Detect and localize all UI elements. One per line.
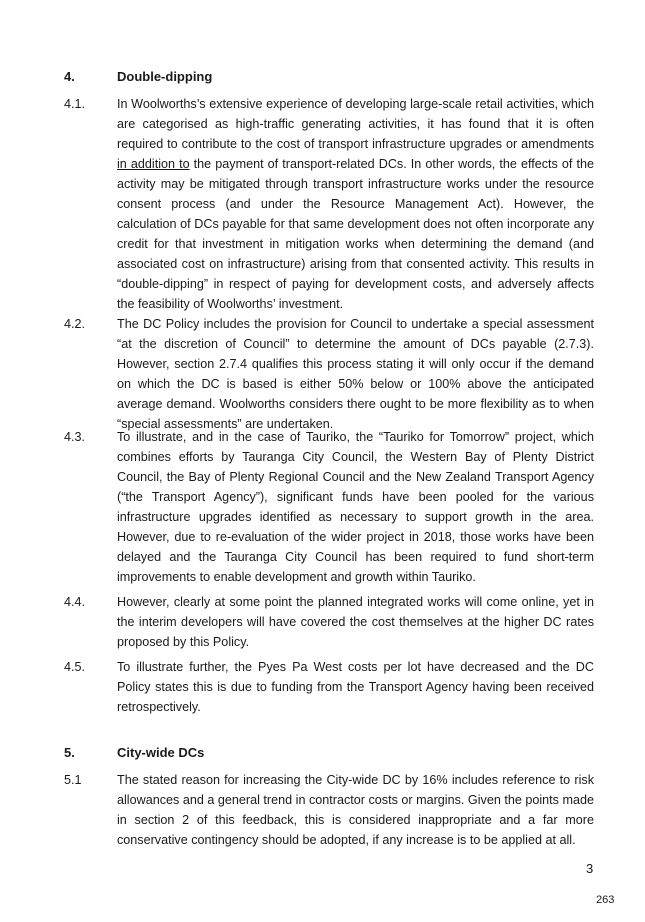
underlined-text: in addition to (117, 157, 190, 171)
document-page-number: 263 (596, 894, 615, 906)
section-number: 4. (64, 69, 75, 84)
paragraph-text: However, clearly at some point the planned integrated works will come online, yet in the interim developers will have covered the cost themselves at the higher DC rates proposed by this Policy. (117, 595, 594, 649)
paragraph-4-3 (64, 427, 594, 587)
paragraph-text: To illustrate further, the Pyes Pa West costs per lot have decreased and the DC Policy states this is due to funding from the Transport Agency having been received retrospectively. (117, 660, 594, 714)
section-title: City-wide DCs (117, 745, 205, 760)
section-5-heading (64, 745, 204, 760)
paragraph-number: 4.5. (64, 660, 86, 674)
paragraph-number: 4.2. (64, 317, 86, 331)
paragraph-text: The DC Policy includes the provision for Council to undertake a special assessment “at the discretion of Council” to determine the amount of DCs payable (2.7.3). However, section 2.7.4 qualifies this process stating it will only occur if the demand on which the DC is based is either 50% below or 100% above the anticipated average demand. Woolworths considers there ought to be more flexibility as to when “special assessments” are undertaken. (117, 317, 594, 431)
paragraph-4-5 (64, 657, 594, 717)
paragraph-text: The stated reason for increasing the City-wide DC by 16% includes reference to risk allowances and a general trend in contractor costs or margins. Given the points made in section 2 of this feedback, this is considered inappropriate and a far more conservative contingency should be adopted, if any increase is to be applied at all. (117, 773, 594, 847)
paragraph-4-1 (64, 94, 594, 314)
paragraph-number: 4.1. (64, 97, 86, 111)
page-number: 3 (586, 861, 594, 876)
paragraph-4-2 (64, 314, 594, 434)
paragraph-number: 4.3. (64, 430, 86, 444)
section-4-heading (64, 69, 212, 84)
paragraph-text (117, 94, 594, 314)
text-run: In Woolworths’s extensive experience of developing large-scale retail activities, which are categorised as high-traffic generating activities, it has found that it is often required to contribute to the cost of transport infrastructure upgrades or amendments (117, 97, 594, 151)
paragraph-text: To illustrate, and in the case of Tauriko, the “Tauriko for Tomorrow” project, which combines efforts by Tauranga City Council, the Western Bay of Plenty District Council, the Bay of Plenty Regional Council and the New Zealand Transport Agency (“the Transport Agency”), significant funds have been pooled for the various infrastructure upgrades identified as necessary to support growth in the area. However, due to re-evaluation of the wider project in 2018, those works have been delayed and the Tauranga City Council has been required to fund short-term improvements to enable development and growth within Tauriko. (117, 430, 594, 584)
paragraph-5-1 (64, 770, 594, 850)
section-title: Double-dipping (117, 69, 213, 84)
section-number: 5. (64, 745, 75, 760)
text-run: the payment of transport-related DCs. In other words, the effects of the activity may be mitigated through transport infrastructure works under the resource consent process (and under the Resource Management Act). However, the calculation of DCs payable for that same development does not often incorporate any credit for that investment in mitigation works when determining the demand (and associated cost on infrastructure) arising from that consented activity. This results in “double-dipping” in respect of paying for development costs, and adversely affects the feasibility of Woolworths’ investment. (117, 157, 594, 311)
paragraph-number: 5.1 (64, 773, 82, 787)
paragraph-number: 4.4. (64, 595, 86, 609)
paragraph-4-4 (64, 592, 594, 652)
